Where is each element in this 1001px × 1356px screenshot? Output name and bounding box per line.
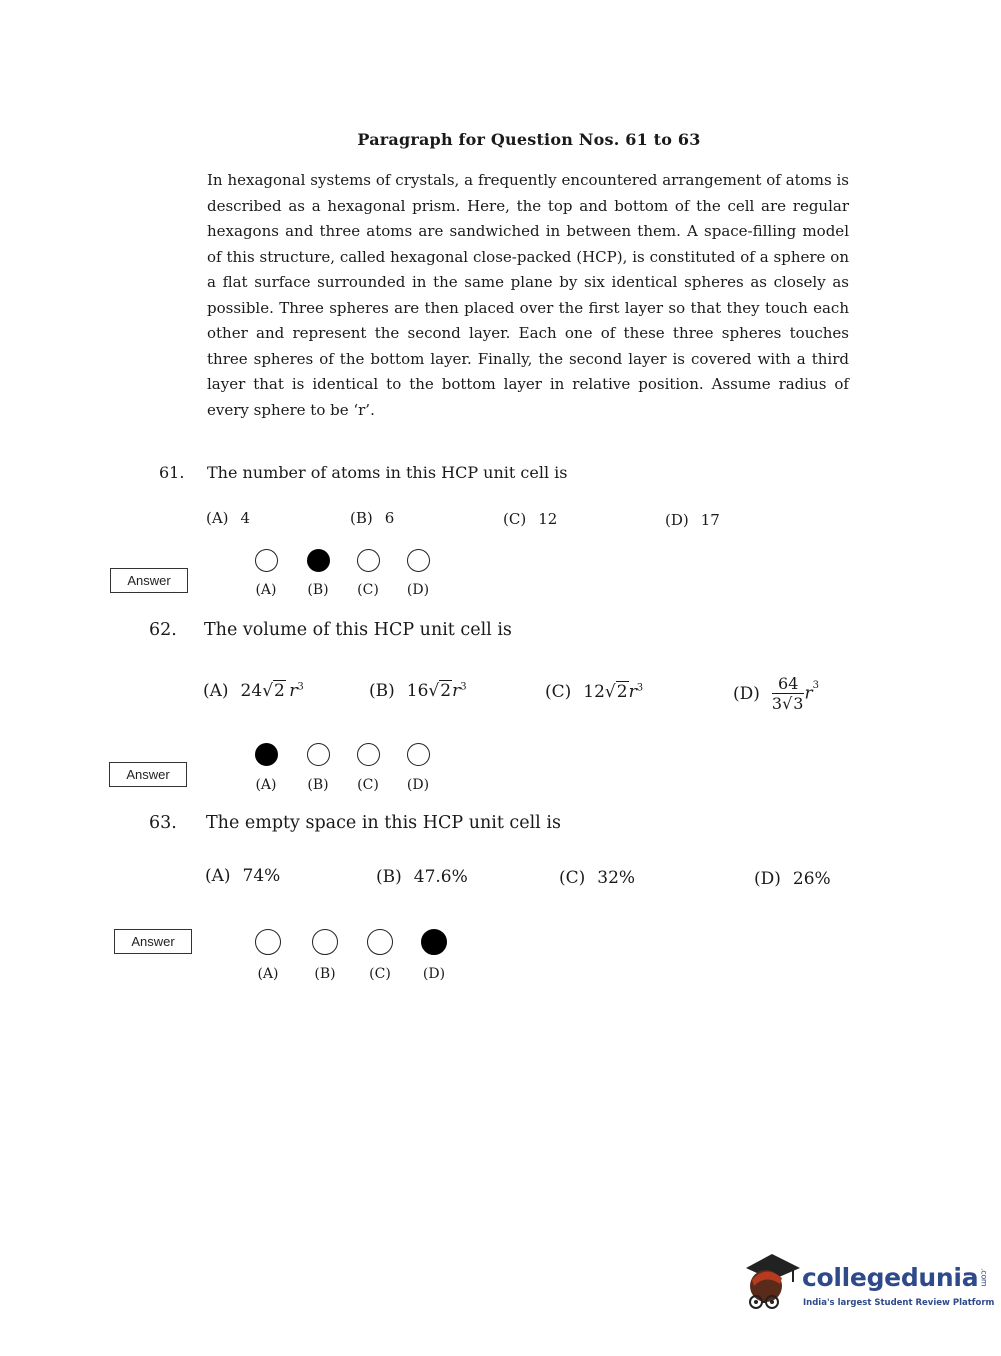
q61-option-c: (C) 12 [503, 510, 558, 528]
q62-bubble-c[interactable] [357, 743, 380, 766]
brand-name-text: collegedunia [802, 1263, 979, 1292]
paragraph-text: In hexagonal systems of crystals, a frequently encountered arrangement of atoms is described as a hexagonal prism. Here, the top and bottom of the cell are regular hexagons and three atoms are sandwiched in between them. A space-filling model of this structure, called hexagonal close-packed (HCP), is constituted of a sphere on a flat surface surrounded in the same plane by six identical spheres as closely as possible. Three spheres are then placed over the first layer so that they touch each other and represent the second layer. Each one of these three spheres touches three spheres of the bottom layer. Finally, the second layer is covered with a third layer that is identical to the bottom layer in relative position. Assume radius of every sphere to be ‘r’. [207, 171, 849, 419]
q62-bubble-label-c: (C) [357, 777, 379, 793]
q62-bubble-label-d: (D) [406, 777, 430, 793]
q61-bubble-label-c: (C) [357, 582, 379, 598]
q62-bubble-d[interactable] [407, 743, 430, 766]
question-63-number: 63. [149, 813, 177, 833]
q62-bubble-b[interactable] [307, 743, 330, 766]
q63-option-a: (A) 74% [205, 866, 281, 886]
q61-option-a: (A) 4 [206, 509, 251, 527]
brand-tagline: India's largest Student Review Platform [803, 1298, 995, 1308]
q63-bubble-a[interactable] [255, 929, 281, 955]
q62-bubble-label-b: (B) [307, 777, 329, 793]
q63-bubble-label-c: (C) [369, 966, 391, 982]
q61-bubble-a[interactable] [255, 549, 278, 572]
q63-bubble-b[interactable] [312, 929, 338, 955]
question-61-text: The number of atoms in this HCP unit cell is [207, 463, 568, 482]
collegedunia-logo-icon [742, 1250, 802, 1316]
q61-bubble-label-d: (D) [406, 582, 430, 598]
question-61-number: 61. [159, 463, 185, 482]
q62-bubble-a[interactable] [255, 743, 278, 766]
q63-bubble-label-b: (B) [314, 966, 336, 982]
q63-option-b: (B) 47.6% [376, 867, 468, 887]
q61-answer-box: Answer [110, 568, 188, 593]
q61-bubble-label-a: (A) [255, 582, 277, 598]
q63-bubble-label-a: (A) [257, 966, 279, 982]
question-62-text: The volume of this HCP unit cell is [204, 620, 512, 640]
q61-bubble-d[interactable] [407, 549, 430, 572]
q61-bubble-label-b: (B) [307, 582, 329, 598]
q62-option-a: (A) 24√2 $r^3$ [203, 681, 304, 701]
q61-option-b: (B) 6 [350, 509, 395, 527]
q63-option-d: (D) 26% [754, 869, 831, 889]
q63-bubble-label-d: (D) [422, 966, 446, 982]
brand-name [802, 1263, 988, 1292]
brand-suffix: .com [979, 1267, 989, 1286]
q62-option-c: (C) $12√2r^3$ [545, 682, 644, 702]
question-62-number: 62. [149, 620, 177, 640]
q62-bubble-label-a: (A) [255, 777, 277, 793]
q61-bubble-b[interactable] [307, 549, 330, 572]
q63-bubble-c[interactable] [367, 929, 393, 955]
q62-option-d: (D) $\frac{64}{3√3}$ $r^3$ [733, 674, 819, 713]
q61-bubble-c[interactable] [357, 549, 380, 572]
q61-option-d: (D) 17 [665, 511, 720, 529]
q63-option-c: (C) 32% [559, 868, 636, 888]
q62-answer-box: Answer [109, 762, 187, 787]
q63-answer-box: Answer [114, 929, 192, 954]
question-63-text: The empty space in this HCP unit cell is [206, 813, 561, 833]
q63-bubble-d[interactable] [421, 929, 447, 955]
q62-option-b: (B) $16√2r^3$ [369, 681, 467, 701]
paragraph-heading: Paragraph for Question Nos. 61 to 63 [357, 130, 701, 149]
